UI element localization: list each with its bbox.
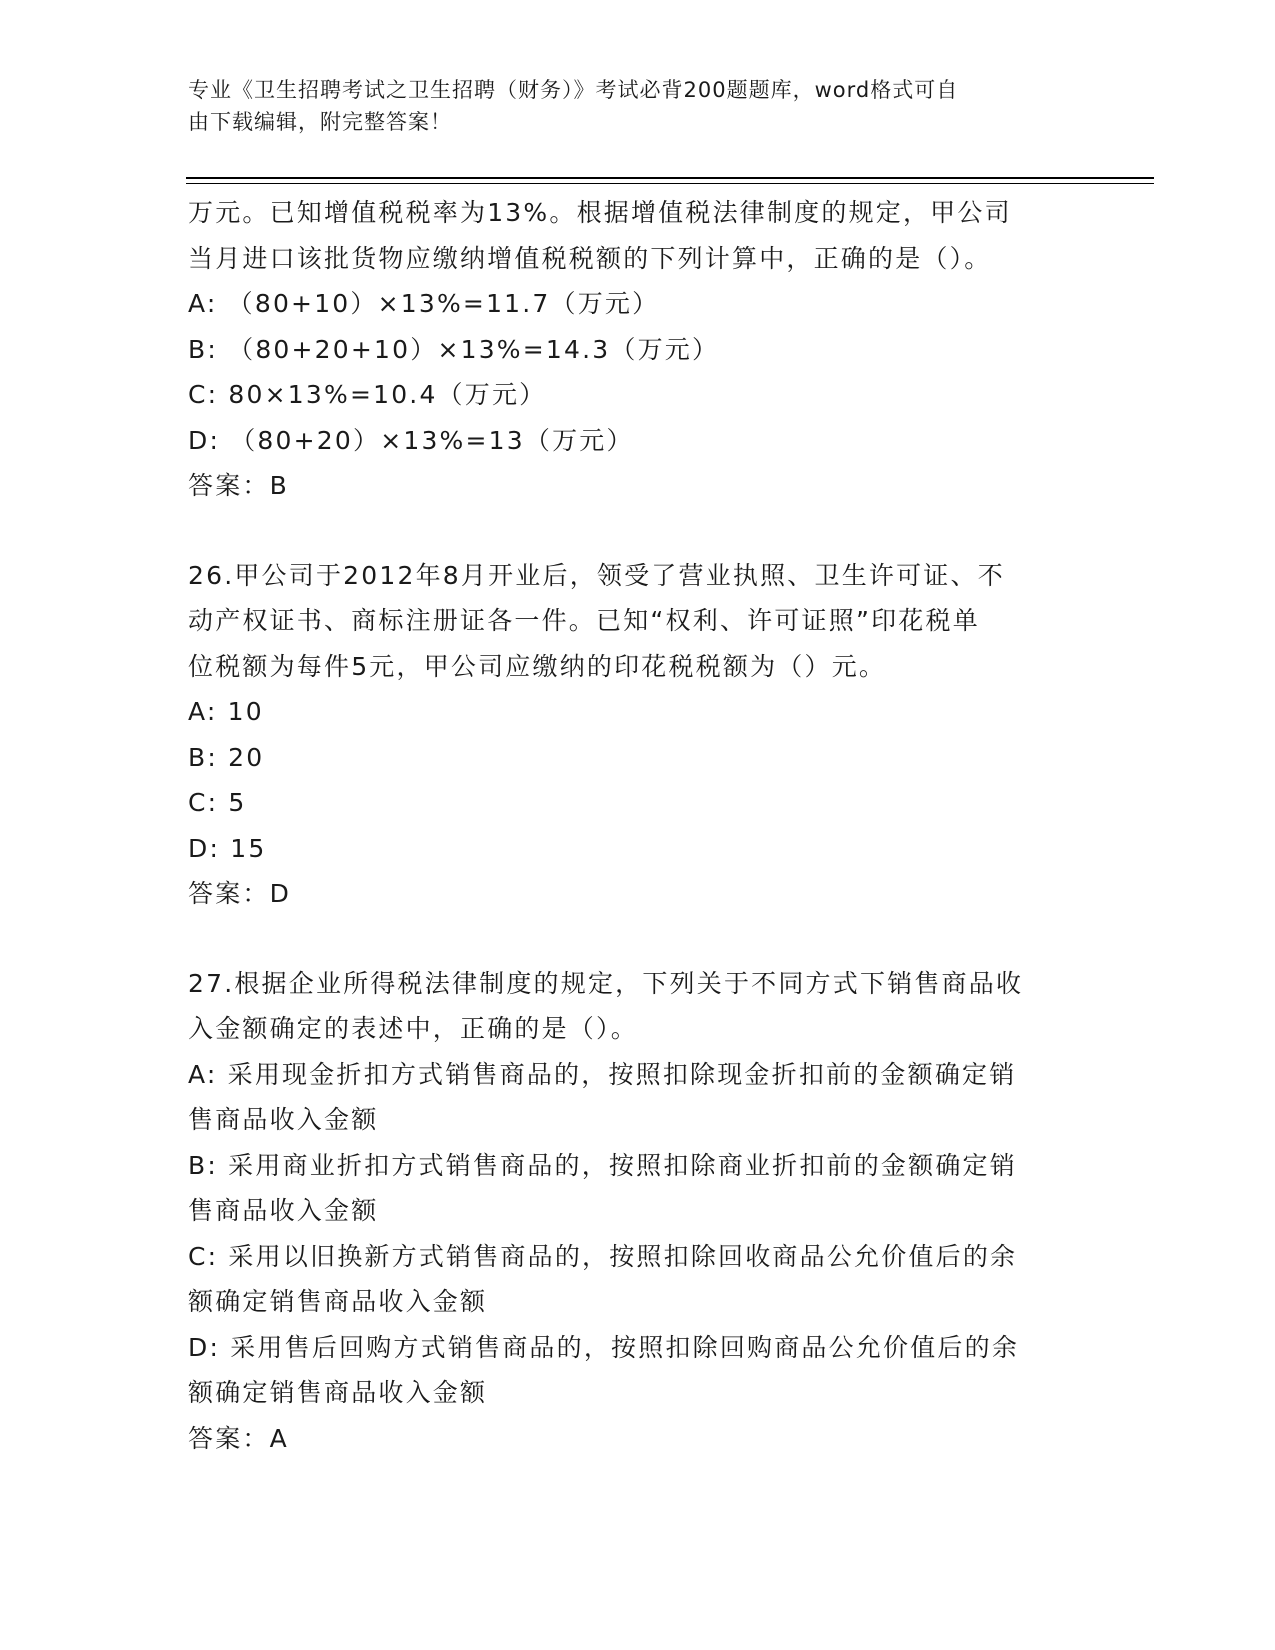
question-stem [188, 553, 1088, 690]
question-stem-line: 27.根据企业所得税法律制度的规定，下列关于不同方式下销售商品收 [188, 968, 1024, 998]
header-line-2: 由下载编辑，附完整答案！ [188, 110, 452, 134]
question-stem-line: 动产权证书、商标注册证各一件。已知“权利、许可证照”印花税单 [188, 606, 980, 635]
option-text: D: 15 [188, 833, 267, 863]
question-item [188, 190, 1088, 509]
question-stem [188, 961, 1088, 1052]
question-stem-line: 入金额确定的表述中，正确的是（）。 [188, 1014, 638, 1043]
header-divider-thin [186, 183, 1154, 184]
document-header [188, 74, 1068, 138]
answer-line: 答案：D [188, 879, 292, 908]
header-line-1: 专业《卫生招聘考试之卫生招聘（财务）》考试必背200题题库，word格式可自 [188, 78, 959, 102]
option-a [188, 689, 1088, 735]
option-text: C: 采用以旧换新方式销售商品的，按照扣除回收商品公允价值后的余 [188, 1241, 1018, 1271]
question-stem-line: 当月进口该批货物应缴纳增值税税额的下列计算中，正确的是（）。 [188, 243, 992, 273]
option-a [188, 1052, 1088, 1143]
question-stem-line: 万元。已知增值税税率为13%。根据增值税法律制度的规定，甲公司 [188, 198, 1012, 227]
option-d [188, 418, 1088, 464]
header-divider-thick [186, 177, 1154, 179]
option-text: B: （80+20+10）×13%=14.3（万元） [188, 334, 720, 364]
option-text-continued: 售商品收入金额 [188, 1105, 379, 1134]
question-list [188, 190, 1088, 1505]
option-text: A: 10 [188, 697, 264, 726]
option-text: C: 5 [188, 788, 247, 817]
option-text: A: 采用现金折扣方式销售商品的，按照扣除现金折扣前的金额确定销 [188, 1059, 1017, 1089]
question-stem-line: 位税额为每件5元，甲公司应缴纳的印花税税额为（）元。 [188, 651, 887, 681]
option-text: D: 采用售后回购方式销售商品的，按照扣除回购商品公允价值后的余 [188, 1332, 1020, 1362]
answer-line: 答案：A [188, 1423, 289, 1453]
option-d [188, 826, 1088, 872]
option-b [188, 735, 1088, 781]
option-c [188, 780, 1088, 826]
option-text: C: 80×13%=10.4（万元） [188, 380, 547, 409]
option-d [188, 1325, 1088, 1416]
question-item [188, 553, 1088, 917]
option-text: B: 采用商业折扣方式销售商品的，按照扣除商业折扣前的金额确定销 [188, 1150, 1017, 1180]
option-text: A: （80+10）×13%=11.7（万元） [188, 289, 660, 318]
option-text: D: （80+20）×13%=13（万元） [188, 425, 634, 455]
option-text-continued: 额确定销售商品收入金额 [188, 1287, 488, 1316]
option-a [188, 281, 1088, 327]
option-text-continued: 额确定销售商品收入金额 [188, 1378, 488, 1407]
option-b [188, 1143, 1088, 1234]
option-c [188, 372, 1088, 418]
option-text-continued: 售商品收入金额 [188, 1196, 379, 1225]
question-item [188, 961, 1088, 1462]
option-b [188, 327, 1088, 373]
option-c [188, 1234, 1088, 1325]
question-stem-line: 26.甲公司于2012年8月开业后，领受了营业执照、卫生许可证、不 [188, 560, 1005, 590]
question-stem [188, 190, 1088, 281]
option-text: B: 20 [188, 742, 265, 772]
answer-line: 答案：B [188, 471, 289, 500]
